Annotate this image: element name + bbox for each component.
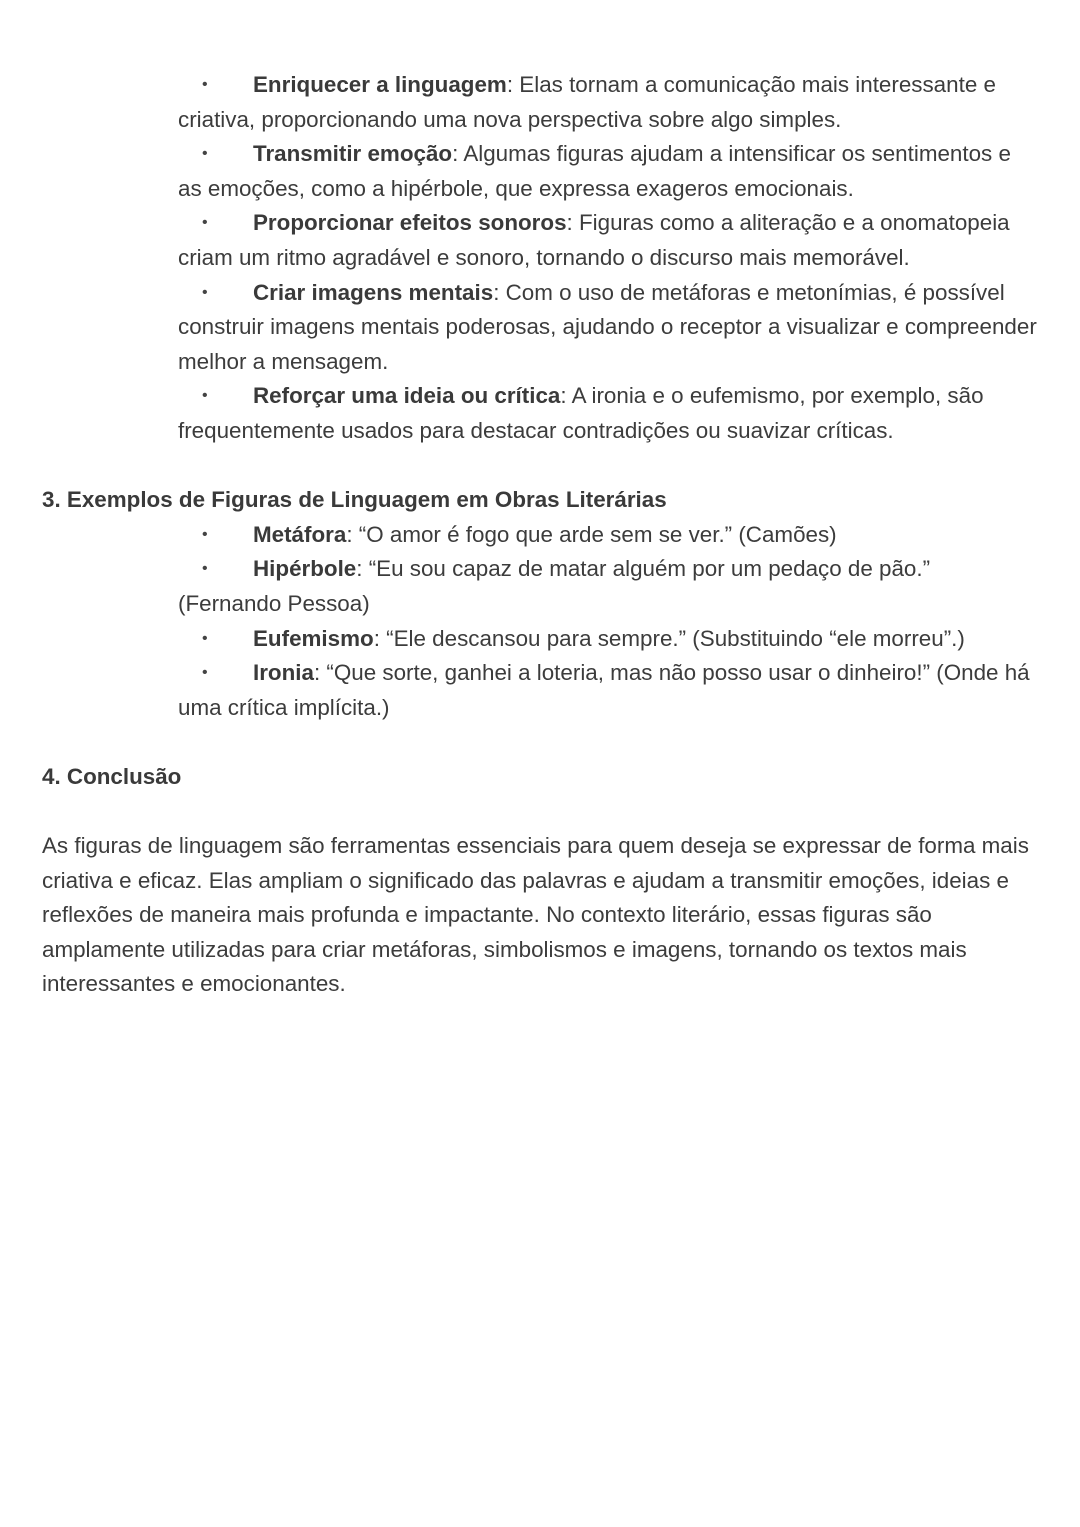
list-item-term: Eufemismo bbox=[253, 625, 374, 651]
purposes-list bbox=[42, 68, 1038, 449]
bullet-icon: • bbox=[202, 387, 208, 405]
conclusion-paragraph: As figuras de linguagem são ferramentas essenciais para quem deseja se expressar de forma mais criativa e eficaz. Elas ampliam o significado das palavras e ajudam a transmitir emoções, ideias e reflexões de maneira mais profunda e impactante. No contexto literário, essas figuras são amplamente utilizadas para criar metáforas, simbolismos e imagens, tornando os textos mais interessantes e emocionantes. bbox=[42, 833, 1029, 997]
list-item-text: : “Que sorte, ganhei a loteria, mas não posso usar o dinheiro!” (Onde há uma crítica implícita.) bbox=[178, 660, 1030, 720]
list-item bbox=[178, 656, 1038, 725]
list-item-term: Metáfora bbox=[253, 521, 347, 547]
examples-list bbox=[42, 518, 1038, 726]
list-item bbox=[178, 68, 1038, 137]
list-item-term: Reforçar uma ideia ou crítica bbox=[253, 383, 561, 409]
list-item bbox=[178, 552, 1038, 621]
list-item-term: Hipérbole bbox=[253, 556, 357, 582]
section-heading-conclusion: 4. Conclusão bbox=[42, 763, 182, 789]
list-item bbox=[178, 379, 1038, 448]
section-heading-examples: 3. Exemplos de Figuras de Linguagem em Obras Literárias bbox=[42, 487, 667, 513]
list-item-text: : Figuras como a aliteração e a onomatopeia criam um ritmo agradável e sonoro, tornando o discurso mais memorável. bbox=[178, 210, 1010, 270]
bullet-icon: • bbox=[202, 76, 208, 93]
list-item bbox=[178, 206, 1038, 275]
spacer bbox=[42, 449, 1038, 484]
spacer bbox=[42, 725, 1038, 760]
list-item-text: : “Ele descansou para sempre.” (Substituindo “ele morreu”.) bbox=[373, 625, 965, 651]
list-item-text: : “Eu sou capaz de matar alguém por um pedaço de pão.” (Fernando Pessoa) bbox=[178, 556, 931, 616]
list-item bbox=[178, 518, 1038, 553]
list-item-text: : “O amor é fogo que arde sem se ver.” (Camões) bbox=[346, 521, 837, 547]
list-item-term: Proporcionar efeitos sonoros bbox=[253, 210, 567, 236]
bullet-icon: • bbox=[202, 525, 208, 543]
bullet-icon: • bbox=[202, 560, 208, 578]
list-item-text: : A ironia e o eufemismo, por exemplo, são frequentemente usados para destacar contradições ou suavizar críticas. bbox=[178, 383, 984, 443]
list-item-term: Criar imagens mentais bbox=[253, 279, 494, 305]
spacer bbox=[42, 794, 1038, 829]
bullet-icon: • bbox=[202, 629, 208, 647]
list-item-term: Transmitir emoção bbox=[253, 141, 453, 167]
list-item-text: : Algumas figuras ajudam a intensificar os sentimentos e as emoções, como a hipérbole, que expressa exageros emocionais. bbox=[178, 141, 1011, 201]
list-item-text: : Com o uso de metáforas e metonímias, é possível construir imagens mentais poderosas, ajudando o receptor a visualizar e compreender melhor a mensagem. bbox=[178, 279, 1037, 374]
list-item-term: Ironia bbox=[253, 660, 314, 686]
bullet-icon: • bbox=[202, 145, 208, 163]
bullet-icon: • bbox=[202, 664, 208, 682]
bullet-icon: • bbox=[202, 283, 208, 301]
list-item bbox=[178, 276, 1038, 380]
list-item-text: : Elas tornam a comunicação mais interessante e criativa, proporcionando uma nova perspectiva sobre algo simples. bbox=[178, 72, 996, 132]
list-item bbox=[178, 137, 1038, 206]
list-item-term: Enriquecer a linguagem bbox=[253, 72, 507, 97]
bullet-icon: • bbox=[202, 214, 208, 232]
list-item bbox=[178, 622, 1038, 657]
